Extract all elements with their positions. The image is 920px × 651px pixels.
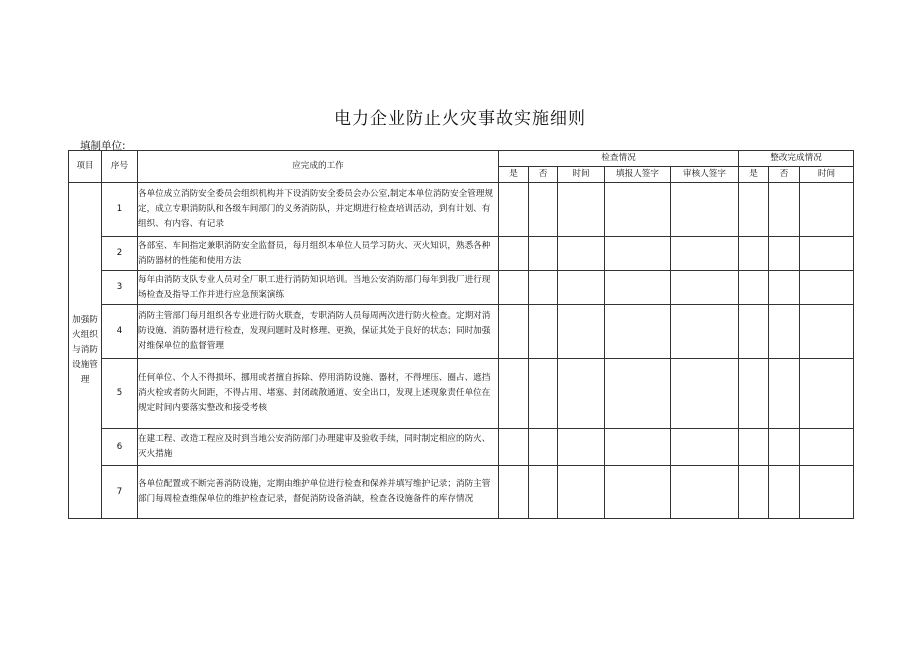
check-no-cell[interactable] [529,271,558,305]
check-yes-cell[interactable] [499,237,529,271]
reviewer-sign-cell[interactable] [671,237,739,271]
header-task: 应完成的工作 [138,151,499,183]
rectify-yes-cell[interactable] [739,183,769,237]
table-row [69,359,854,429]
row-task: 消防主管部门每月组织各专业进行防火联查，专职消防人员每周两次进行防火检查。定期对消防设施、消防器材进行检查，发现问题时及时修理、更换，保证其处于良好的状态；同时加强对维保单位的监督管理 [138,305,499,359]
table-row [69,429,854,466]
fire-prevention-table [68,150,854,519]
table-row [69,183,854,237]
check-time-cell[interactable] [558,466,605,519]
table-row [69,466,854,519]
header-reporter-sign: 填报人签字 [605,167,671,183]
document-title: 电力企业防止火灾事故实施细则 [334,109,586,129]
row-no: 4 [102,305,138,359]
header-rectify-time: 时间 [800,167,854,183]
header-no: 序号 [102,151,138,183]
rectify-time-cell[interactable] [800,183,854,237]
header-check-time: 时间 [558,167,605,183]
reviewer-sign-cell[interactable] [671,183,739,237]
check-no-cell[interactable] [529,305,558,359]
check-yes-cell[interactable] [499,271,529,305]
rectify-yes-cell[interactable] [739,271,769,305]
row-task: 在建工程、改造工程应及时到当地公安消防部门办理建审及验收手续，同时制定相应的防火、灭火措施 [138,429,499,466]
reporter-sign-cell[interactable] [605,305,671,359]
table-row [69,271,854,305]
reviewer-sign-cell[interactable] [671,271,739,305]
header-reviewer-sign: 审核人签字 [671,167,739,183]
rectify-time-cell[interactable] [800,466,854,519]
row-no: 3 [102,271,138,305]
reporter-sign-cell[interactable] [605,359,671,429]
row-no: 2 [102,237,138,271]
check-no-cell[interactable] [529,429,558,466]
check-time-cell[interactable] [558,429,605,466]
check-yes-cell[interactable] [499,305,529,359]
row-no: 6 [102,429,138,466]
check-no-cell[interactable] [529,359,558,429]
rectify-no-cell[interactable] [769,466,800,519]
reporter-sign-cell[interactable] [605,271,671,305]
table-row [69,305,854,359]
check-no-cell[interactable] [529,183,558,237]
row-task: 每年由消防支队专业人员对全厂职工进行消防知识培训。当地公安消防部门每年到我厂进行现场检查及指导工作并进行应急预案演练 [138,271,499,305]
rectify-no-cell[interactable] [769,183,800,237]
rectify-no-cell[interactable] [769,237,800,271]
header-rectify-group: 整改完成情况 [739,151,854,167]
rectify-time-cell[interactable] [800,271,854,305]
check-yes-cell[interactable] [499,466,529,519]
check-time-cell[interactable] [558,237,605,271]
check-time-cell[interactable] [558,359,605,429]
row-no: 7 [102,466,138,519]
reporter-sign-cell[interactable] [605,466,671,519]
reporter-sign-cell[interactable] [605,429,671,466]
header-item: 项目 [69,151,102,183]
row-no: 1 [102,183,138,237]
check-no-cell[interactable] [529,466,558,519]
check-time-cell[interactable] [558,183,605,237]
row-task: 各单位配置或不断完善消防设施，定期由维护单位进行检查和保养并填写维护记录；消防主管部门每周检查维保单位的维护检查记录，督促消防设备消缺，检查各设施备件的库存情况 [138,466,499,519]
reporter-sign-cell[interactable] [605,237,671,271]
rectify-time-cell[interactable] [800,429,854,466]
rectify-yes-cell[interactable] [739,429,769,466]
rectify-no-cell[interactable] [769,271,800,305]
table-row [69,237,854,271]
rectify-yes-cell[interactable] [739,466,769,519]
reviewer-sign-cell[interactable] [671,429,739,466]
header-check-yes: 是 [499,167,529,183]
row-task: 各部室、车间指定兼职消防安全监督员，每月组织本单位人员学习防火、灭火知识，熟悉各种消防器材的性能和使用方法 [138,237,499,271]
rectify-no-cell[interactable] [769,305,800,359]
header-check-no: 否 [529,167,558,183]
rectify-time-cell[interactable] [800,237,854,271]
row-task: 任何单位、个人不得损坏、挪用或者擅自拆除、停用消防设施、器材，不得埋压、圈占、遮挡消火栓或者防火间距，不得占用、堵塞、封闭疏散通道、安全出口，发现上述现象责任单位在规定时间内要落实整改和接受考核 [138,359,499,429]
check-yes-cell[interactable] [499,429,529,466]
reviewer-sign-cell[interactable] [671,466,739,519]
rectify-no-cell[interactable] [769,429,800,466]
check-time-cell[interactable] [558,305,605,359]
row-task: 各单位成立消防安全委员会组织机构并下设消防安全委员会办公室,制定本单位消防安全管理规定，成立专职消防队和各级车间部门的义务消防队，并定期进行检查培训活动，到有计划、有组织、有内容、有记录 [138,183,499,237]
unit-label: 填制单位: [80,140,126,152]
rectify-yes-cell[interactable] [739,237,769,271]
rectify-time-cell[interactable] [800,359,854,429]
category-cell: 加强防火组织与消防设施管理 [69,183,102,519]
rectify-no-cell[interactable] [769,359,800,429]
rectify-time-cell[interactable] [800,305,854,359]
reporter-sign-cell[interactable] [605,183,671,237]
rectify-yes-cell[interactable] [739,359,769,429]
header-rectify-no: 否 [769,167,800,183]
header-rectify-yes: 是 [739,167,769,183]
check-yes-cell[interactable] [499,183,529,237]
check-yes-cell[interactable] [499,359,529,429]
rectify-yes-cell[interactable] [739,305,769,359]
reviewer-sign-cell[interactable] [671,305,739,359]
check-time-cell[interactable] [558,271,605,305]
reviewer-sign-cell[interactable] [671,359,739,429]
row-no: 5 [102,359,138,429]
check-no-cell[interactable] [529,237,558,271]
header-check-group: 检查情况 [499,151,739,167]
